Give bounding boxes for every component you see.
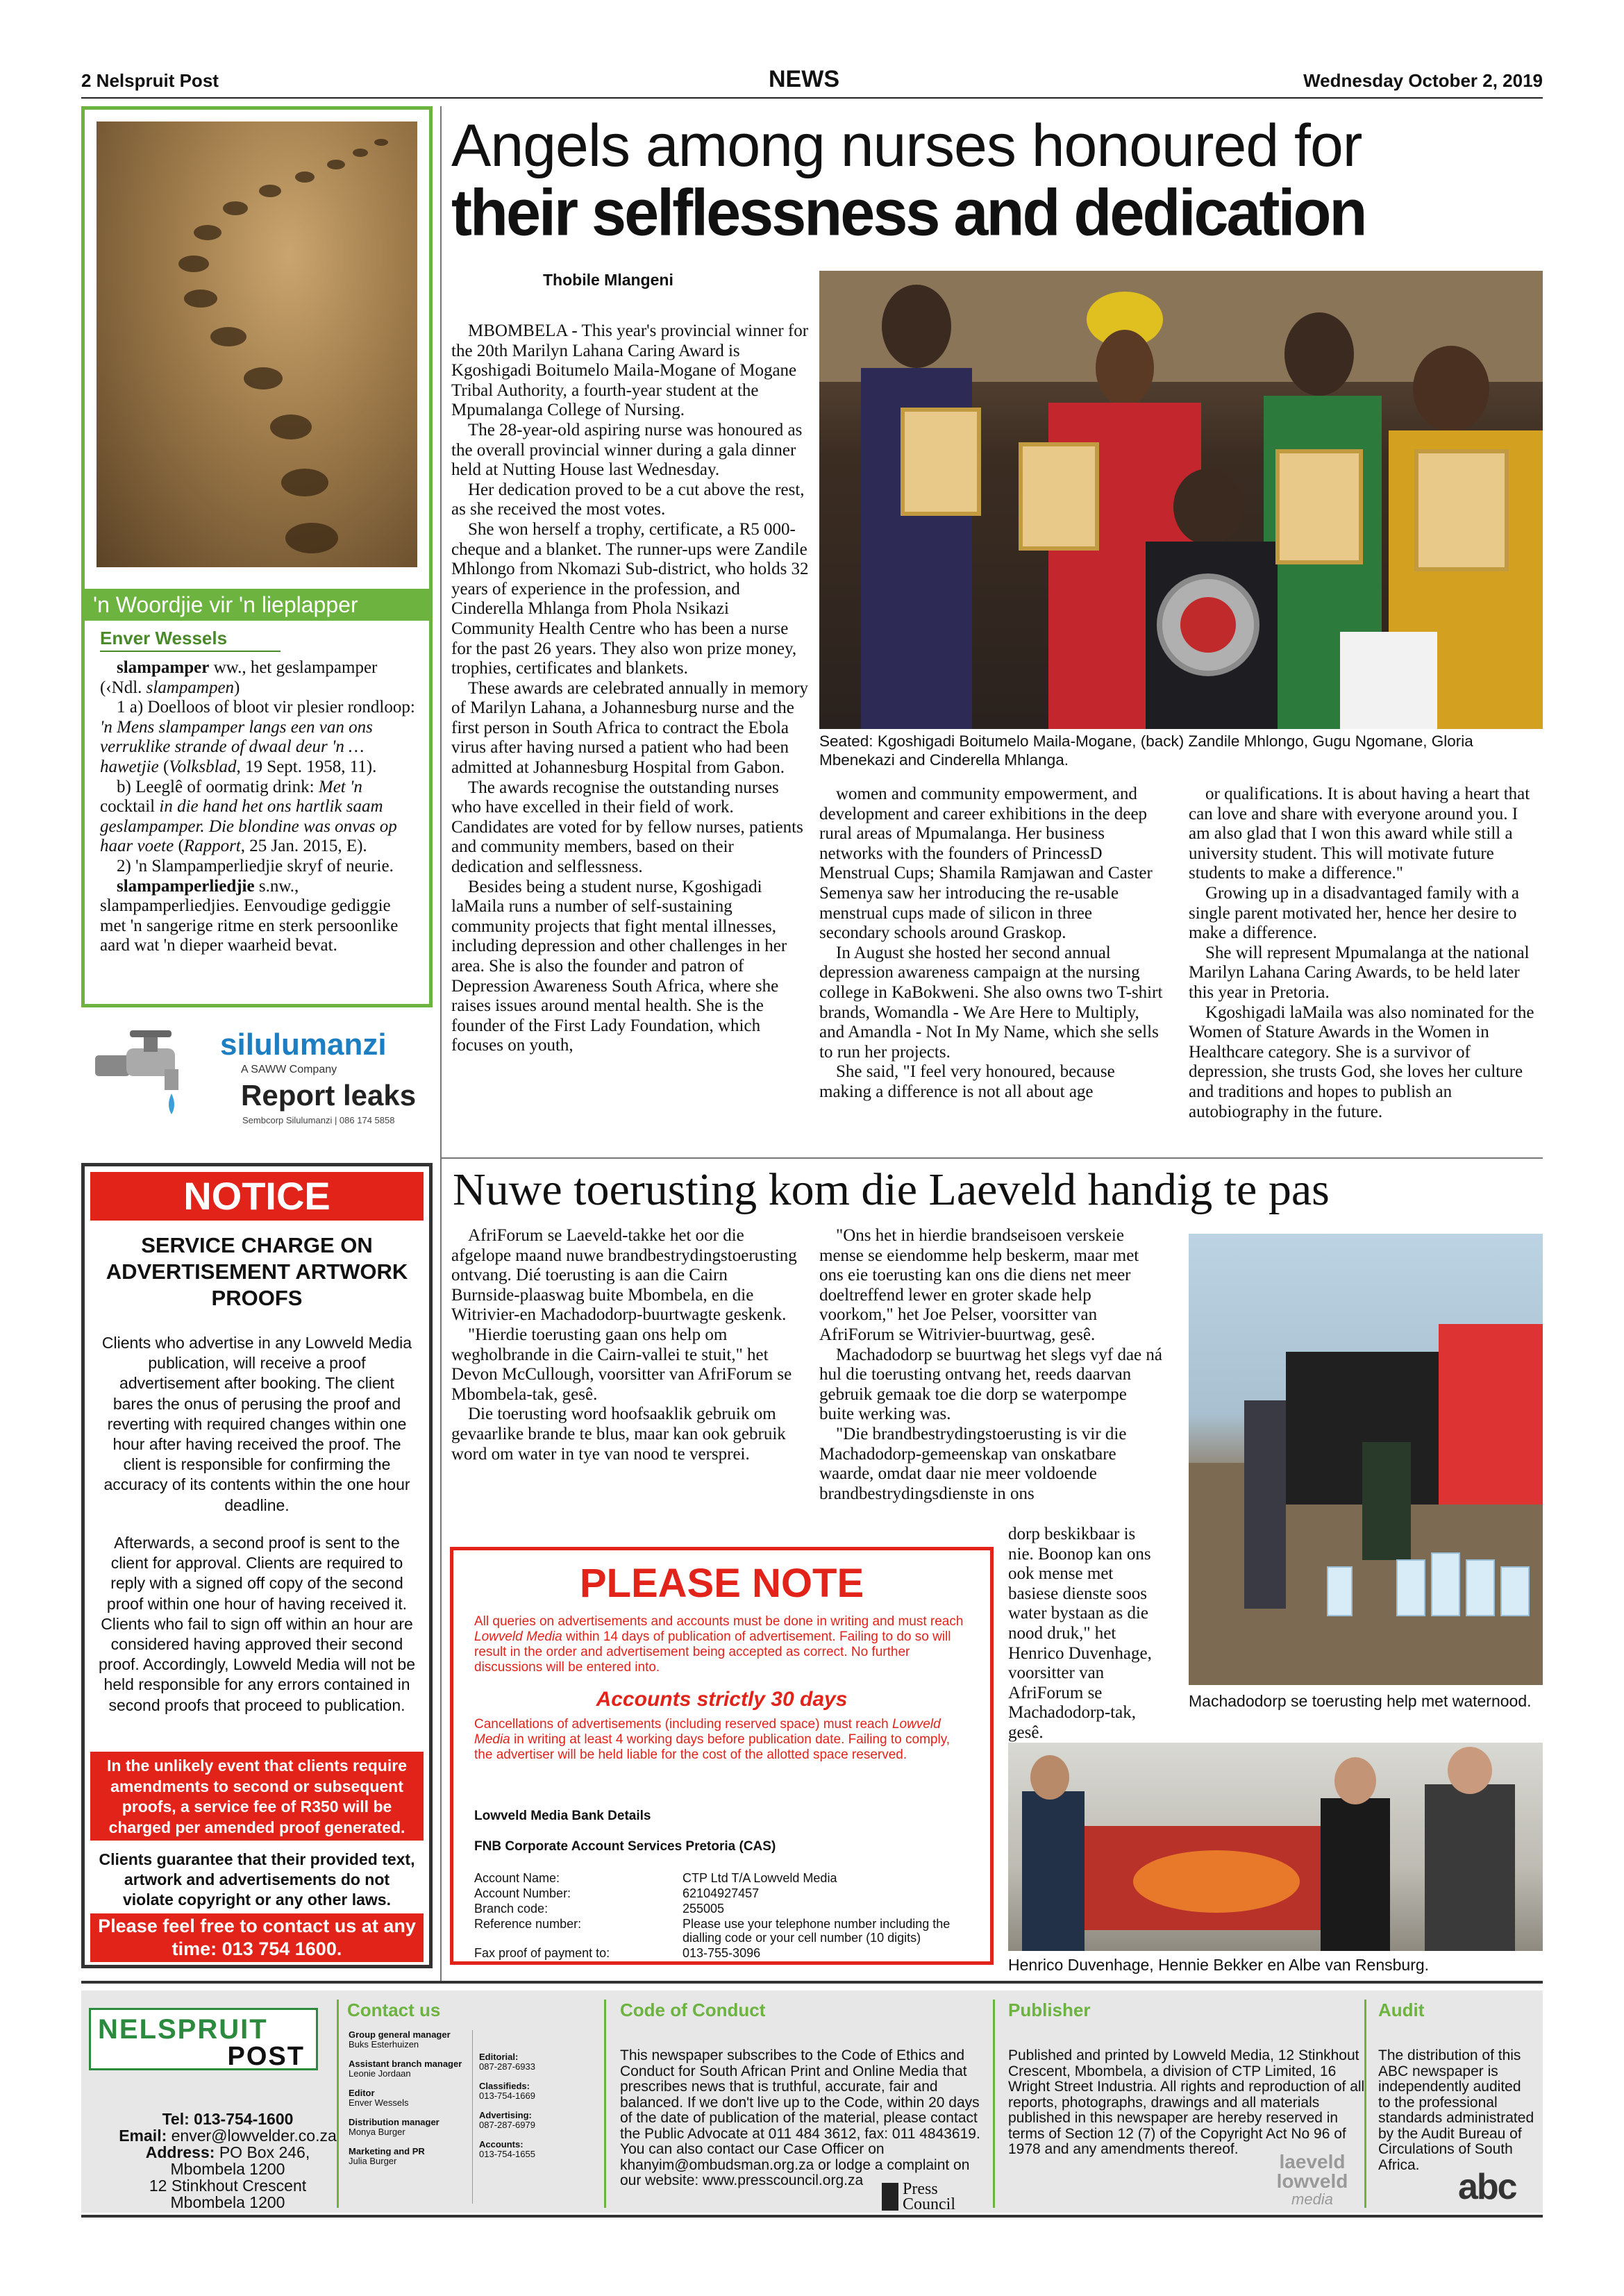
contacts-right-list <box>479 2052 590 2169</box>
silulumanzi-contact: Sembcorp Silulumanzi | 086 174 5858 <box>242 1115 395 1125</box>
footer-logo-line-1: NELSPRUIT <box>98 2014 268 2045</box>
contact-role: Distribution manager <box>349 2117 440 2127</box>
please-note-p2-a: Cancellations of advertisements (including reserved space) must reach <box>474 1717 892 1732</box>
section-title: NEWS <box>769 66 839 92</box>
contact-role: Editor <box>349 2088 375 2098</box>
article1-headline-2: their selflessness and dedication <box>451 176 1366 250</box>
article-separator-rule <box>440 1157 1543 1159</box>
paragraph: She won herself a trophy, certificate, a R5 000-cheque and a blanket. The runner-ups were Zandile Mhlongo from Nkomazi Sub-district, who holds 32 years of experience in the profession, and Cinderella Mhlanga from Phola Nsikazi Community Health Centre who has been a nurse for the past 26 years. They also won prize money, trophies, certificates and blankets. <box>451 519 809 678</box>
footer-address-1: PO Box 246, <box>219 2143 310 2161</box>
notice-paragraph-1: Clients who advertise in any Lowveld Media publication, will receive a proof advertisement after booking. The client bares the onus of perusing the proof and reverting with required changes within one hour after having received the proof. The client is responsible for confirming the accuracy of its contents within the one hour deadline. <box>101 1334 412 1514</box>
contact-entry <box>479 2081 590 2101</box>
lowveld-logo-line-1: laeveld <box>1279 2151 1346 2172</box>
contact-name: Enver Wessels <box>349 2097 409 2108</box>
machadodorp-photo <box>1189 1234 1543 1685</box>
paragraph: Machadodorp se buurtwag het slegs vyf dae ná hul die toerusting ontvang het, reeds daarvan gebruik gemaak toe die dorp se waterpompe buite werking was. <box>819 1345 1162 1424</box>
notice-box <box>81 1163 433 1968</box>
contact-entry <box>349 2088 467 2108</box>
paragraph: MBOMBELA - This year's provincial winner for the 20th Marilyn Lahana Caring Award is Kgoshigadi Boitumelo Maila-Mogane of Mogane Tribal Authority, a fourth-year student at the Mpumalanga College of Nursing. <box>451 321 809 420</box>
contact-name: 013-754-1655 <box>479 2149 535 2159</box>
contact-role: Group general manager <box>349 2029 451 2040</box>
footprints-graphic <box>97 121 417 567</box>
contact-entry <box>479 2111 590 2130</box>
contact-role: Classifieds: <box>479 2081 530 2091</box>
contact-name: Julia Burger <box>349 2156 397 2166</box>
bank-row-label: Reference number: <box>474 1917 582 1931</box>
paragraph: Growing up in a disadvantaged family with a single parent motivated her, hence her desire to make a difference. <box>1189 883 1519 943</box>
paragraph: AfriForum se Laeveld-takke het oor die afgelope maand nuwe brandbestrydingstoerusting ontvang. Dié toerusting is aan die Cairn Burnside-plaaswag buite Mbombela, en die Witrivier-en Machadodorp-buurtwagte geskenk. <box>451 1226 797 1325</box>
header-rule <box>81 97 1543 99</box>
woordjie-entry: 2) 'n Slampamperliedjie skryf of neurie. <box>117 856 394 875</box>
footer-address-3: 12 Stinkhout Crescent <box>149 2177 307 2195</box>
footer-email-line <box>89 2127 367 2144</box>
bank-row-value: CTP Ltd T/A Lowveld Media <box>683 1871 837 1885</box>
paragraph: These awards are celebrated annually in memory of Marilyn Lahana, a Johannesburg nurse and the first person in South Africa to contract the Ebola virus after having nursed a patient who had been admitted at Johannesburg Hospital from Gabon. <box>451 678 809 778</box>
silulumanzi-brand: silulumanzi <box>220 1028 387 1062</box>
paragraph: "Ons het in hierdie brandseisoen verskeie mense se eiendomme help beskerm, maar met ons eie toerusting kan ons die diens net meer doeltreffend lewer en groter skade help voorkom," het Joe Pelser, voorsitter van AfriForum se Witrivier-buurtwag, gesê. <box>819 1226 1139 1344</box>
notice-title: NOTICE <box>183 1174 330 1218</box>
silulumanzi-sub: A SAWW Company <box>241 1064 337 1075</box>
bank-details-table <box>474 1871 969 1961</box>
paragraph: women and community empowerment, and development and career exhibitions in the deep rural areas of Mpumalanga. Her business networks with the founders of PrincessD Menstrual Cups; Shamila Ramjawan and Caster Semenya saw her introducing the re-usable menstrual cups made of silicon in three secondary schools around Graskop. <box>819 785 1153 943</box>
please-note-paragraph-2 <box>474 1717 969 1763</box>
footer-address-2: Mbombela 1200 <box>170 2160 285 2178</box>
contact-role: Marketing and PR <box>349 2146 425 2156</box>
bank-row-label: Branch code: <box>474 1902 549 1916</box>
bank-row-value: Please use your telephone number including the dialling code or your cell number (10 digits) <box>683 1917 951 1945</box>
contact-entry <box>349 2147 467 2166</box>
press-council-line-1: Press <box>903 2180 938 2198</box>
silulumanzi-ad <box>81 1021 433 1139</box>
contact-role: Accounts: <box>479 2139 524 2150</box>
water-photo-graphic <box>1189 1234 1543 1685</box>
footer-address-4: Mbombela 1200 <box>170 2193 285 2211</box>
woordjie-entry: slampamper ww., het geslampamper (‹Ndl. slampampen) <box>100 658 378 697</box>
bank-row <box>474 1946 969 1960</box>
notice-subtitle: SERVICE CHARGE ON ADVERTISEMENT ARTWORK PROOFS <box>106 1233 408 1310</box>
contact-entry <box>349 2059 467 2079</box>
contacts-left-list <box>349 2030 467 2176</box>
article1-caption: Seated: Kgoshigadi Boitumelo Maila-Mogane, (back) Zandile Mhlongo, Gugu Ngomane, Gloria Mbenekazi and Cinderella Mhlanga. <box>819 732 1473 769</box>
bank-row <box>474 1902 969 1916</box>
bank-row-value: 255005 <box>683 1902 725 1916</box>
nurses-award-photo <box>819 271 1543 729</box>
please-note-subtitle: Accounts strictly 30 days <box>596 1688 848 1711</box>
contact-role: Assistant branch manager <box>349 2059 462 2069</box>
bank-details-subtitle: FNB Corporate Account Services Pretoria (CAS) <box>474 1839 776 1854</box>
article2-caption-1: Machadodorp se toerusting help met waternood. <box>1189 1692 1532 1710</box>
article2-column-2-end: dorp beskikbaar is nie. Boonop kan ons ook mense met basiese dienste soos water bystaan as die nood druk," het Henrico Duvenhage, voorsitter van AfriForum se Machadodorp-tak, gesê. <box>1008 1525 1152 1742</box>
woordjie-title: 'n Woordjie vir 'n lieplapper <box>93 592 358 617</box>
paragraph: Her dedication proved to be a cut above the rest, as she received the most votes. <box>451 480 805 519</box>
notice-red-band-2 <box>90 1913 424 1962</box>
page-number-title: 2 Nelspruit Post <box>81 70 219 91</box>
bank-details-title: Lowveld Media Bank Details <box>474 1809 651 1823</box>
paragraph: Die toerusting word hoofsaaklik gebruik om gevaarlike brande te blus, maar kan ook gebruik word om water in tye van nood te versprei. <box>451 1405 786 1464</box>
please-note-title: PLEASE NOTE <box>579 1561 864 1606</box>
notice-paragraph-3: Clients guarantee that their provided text, artwork and advertisements do not violate copyright or any other laws. <box>99 1850 415 1909</box>
code-of-conduct-text: This newspaper subscribes to the Code of Ethics and Conduct for South African Print and Online Media that prescribes news that is truthful, accurate, fair and balanced. If we don't live up to the Code, within 20 days of the date of publication of the material, please contact the Public Advocate at 011 484 3612, fax: 011 4843619. You can also contact our Case Officer on khanyim@ombudsman.org.za or lodge a complaint on our website: www.presscouncil.org.za <box>620 2047 980 2188</box>
paragraph: The awards recognise the outstanding nurses who have excelled in their field of work. Candidates are voted for by fellow nurses, patients and community members, based on their dedication and selflessness. <box>451 778 803 877</box>
article1-column-1 <box>451 321 810 1056</box>
article2-column-2 <box>819 1226 1165 1504</box>
contact-us-title: Contact us <box>347 2000 441 2020</box>
page-header <box>81 66 1543 97</box>
footer-email-label: Email: <box>119 2127 167 2145</box>
lowveld-media-logo <box>1264 2152 1361 2208</box>
report-leaks-headline: Report leaks <box>241 1079 417 1112</box>
contact-entry <box>479 2140 590 2159</box>
please-note-box <box>450 1547 994 1965</box>
notice-contact-text: Please feel free to contact us at any time: 013 754 1600. <box>98 1916 416 1959</box>
contact-entry <box>479 2052 590 2072</box>
contact-name: Leonie Jordaan <box>349 2068 411 2079</box>
bank-row-label: Account Number: <box>474 1886 571 1900</box>
footer-email[interactable]: enver@lowvelder.co.za <box>171 2127 337 2145</box>
left-column-rule <box>440 106 442 1981</box>
article1-column-3 <box>1189 785 1543 1122</box>
woordjie-author-rule <box>100 651 281 652</box>
paragraph: The 28-year-old aspiring nurse was honoured as the overall provincial winner during a gala dinner held at Nutting House last Wednesday. <box>451 420 803 480</box>
woordjie-body <box>100 658 417 956</box>
paragraph: or qualifications. It is about having a heart that can love and share with everyone around you. I am also glad that I won this award while still a university student. This will motivate future students to make a difference." <box>1189 785 1530 883</box>
bank-row-label: Fax proof of payment to: <box>474 1946 610 1960</box>
please-note-p1-b: within 14 days of publication of advertisement. Failing to do so will result in the order and advertisement being accepted as correct. No further discussions will be entered into. <box>474 1629 951 1675</box>
bank-row-label: Account Name: <box>474 1871 560 1885</box>
article1-byline: Thobile Mlangeni <box>543 271 673 289</box>
lowveld-logo-line-3: media <box>1291 2190 1333 2208</box>
contact-name: 013-754-1669 <box>479 2090 535 2101</box>
bank-row <box>474 1917 969 1945</box>
article2-column-1 <box>451 1226 797 1464</box>
tap-icon <box>88 1028 199 1132</box>
footer-tel: Tel: 013-754-1600 <box>162 2110 294 2128</box>
footer-divider-4 <box>1364 2000 1366 2208</box>
paragraph: Kgoshigadi laMaila was also nominated for the Women of Stature Awards in the Women in Healthcare category. She is a survivor of depression, she trusts God, she loves her culture and traditions and hopes to publish an autobiography in the future. <box>1189 1003 1534 1121</box>
woordjie-entry: b) Leeglê of oormatig drink: Met 'n cocktail in die hand het ons hartlik saam geslampamper. Die blondine was onvas op haar voete (Rapport, 25 Jan. 2015, E). <box>100 777 397 856</box>
contact-entry <box>349 2030 467 2050</box>
press-council-logo <box>882 2180 993 2215</box>
bank-row-value: 013-755-3096 <box>683 1946 761 1960</box>
footer-contact-details <box>89 2111 367 2211</box>
footer-divider-contacts <box>472 2030 473 2204</box>
footprints-photo <box>97 121 417 567</box>
footer-logo <box>89 2008 318 2070</box>
woordjie-entry: slampamperliedjie s.nw., slampamperliedjies. Eenvoudige gediggie met 'n sangerige ritme en sterk persoonlike aard wat 'n dieper waarheid bevat. <box>100 876 399 955</box>
bank-row <box>474 1871 969 1885</box>
equipment-photo <box>1008 1743 1543 1951</box>
paragraph: "Die brandbestrydingstoerusting is vir die Machadodorp-gemeenskap van onskatbare waarde, omdat daar nie meer voldoende brandbestrydingsdienste in ons <box>819 1424 1127 1503</box>
woordjie-title-bar <box>85 589 429 621</box>
code-of-conduct-title: Code of Conduct <box>620 2000 766 2020</box>
paragraph: She will represent Mpumalanga at the national Marilyn Lahana Caring Awards, to be held later this year in Pretoria. <box>1189 943 1530 1002</box>
equipment-graphic <box>1008 1743 1543 1951</box>
lowveld-logo-line-2: lowveld <box>1276 2170 1348 2192</box>
article1-column-2 <box>819 785 1165 1103</box>
contact-name: 087-287-6933 <box>479 2061 535 2072</box>
bank-row-value: 62104927457 <box>683 1886 760 1900</box>
footer-address-label: Address: <box>145 2143 215 2161</box>
please-note-p2-em: Lowveld Media <box>474 1717 941 1747</box>
woordjie-box <box>81 106 433 1007</box>
press-council-line-2: Council <box>903 2195 955 2213</box>
paragraph: "Hierdie toerusting gaan ons help om wegholbrande in die Cairn-vallei te stuit," het Devon McCullough, voorsitter van AfriForum se Mbombela-tak, gesê. <box>451 1325 792 1404</box>
abc-logo: abc <box>1458 2167 1516 2207</box>
footer-logo-line-2: POST <box>227 2042 305 2071</box>
contact-name: Monya Burger <box>349 2127 405 2137</box>
article1-headline-1: Angels among nurses honoured for <box>451 112 1362 179</box>
please-note-paragraph-1 <box>474 1614 969 1675</box>
footer-address-line <box>89 2144 367 2161</box>
please-note-p2-b: in writing at least 4 working days before publication date. Failing to comply, the advertiser will be held liable for the cost of the allotted space reserved. <box>474 1732 951 1762</box>
article2-caption-2: Henrico Duvenhage, Hennie Bekker en Albe van Rensburg. <box>1008 1956 1430 1974</box>
notice-paragraph-2: Afterwards, a second proof is sent to the client for approval. Clients are required to reply with a signed off copy of the second proof within one hour of having received it. Clients who fail to sign off within an hour are considered having approved their second proof. Accordingly, Lowveld Media will not be held responsible for any errors contained in second proofs that proceed to publication. <box>99 1534 415 1714</box>
page-date: Wednesday October 2, 2019 <box>1303 70 1543 91</box>
publisher-title: Publisher <box>1008 2000 1091 2020</box>
paragraph: She said, "I feel very honoured, because making a difference is not all about age <box>819 1062 1115 1101</box>
woordjie-entry: 1 a) Doelloos of bloot vir plesier rondloop: 'n Mens slampamper langs een van ons verruklike strande of dwaal deur 'n … hawetjie (Volksblad, 19 Sept. 1958, 11). <box>100 698 415 776</box>
bank-row <box>474 1886 969 1900</box>
please-note-p1-a: All queries on advertisements and accounts must be done in writing and must reach <box>474 1614 964 1629</box>
contact-name: 087-287-6979 <box>479 2120 535 2130</box>
footer-bottom-rule <box>81 2215 1543 2218</box>
contact-entry <box>349 2118 467 2137</box>
notice-title-bar <box>90 1172 424 1221</box>
footer-divider-2 <box>604 2000 606 2208</box>
footer-divider-1 <box>337 2000 339 2208</box>
paragraph: In August she hosted her second annual depression awareness campaign at the nursing college in KaBokweni. She also owns two T-shirt brands, Womandla - We Are Here to Multiply, and Amandla - Not In My Name, which she sells to run her projects. <box>819 943 1163 1062</box>
contact-role: Advertising: <box>479 2110 532 2120</box>
please-note-p1-em: Lowveld Media <box>474 1629 562 1644</box>
article2-headline: Nuwe toerusting kom die Laeveld handig te pas <box>453 1164 1330 1215</box>
contact-name: Buks Esterhuizen <box>349 2039 419 2050</box>
contact-role: Editorial: <box>479 2052 519 2062</box>
notice-fee-text: In the unlikely event that clients require amendments to second or subsequent proofs, a service fee of R350 will be charged per amended proof generated. <box>106 1757 407 1836</box>
audit-text: The distribution of this ABC newspaper is independently audited to the professional standards administrated by the Audit Bureau of Circulations of South Africa. <box>1378 2047 1534 2173</box>
notice-red-band-1 <box>90 1752 424 1841</box>
nurses-graphic <box>819 271 1543 729</box>
woordjie-author: Enver Wessels <box>100 628 228 648</box>
footer-divider-3 <box>993 2000 995 2208</box>
paragraph: Besides being a student nurse, Kgoshigadi laMaila runs a number of self-sustaining community projects that fight mental illnesses, including depression and other challenges in her area. She is also the founder and patron of Depression Awareness South Africa, where she raises issues around mental health. She is the founder of the First Lady Foundation, which focuses on youth, <box>451 877 787 1055</box>
audit-title: Audit <box>1378 2000 1425 2020</box>
press-council-mark <box>882 2183 898 2211</box>
publisher-text: Published and printed by Lowveld Media, 12 Stinkhout Crescent, Mbombela, a division of CTP Limited, 16 Wright Street Industria. All rights and reproduction of all reports, photographs, drawings and all materials published in this newspaper are hereby reserved in terms of Section 12 (7) of the Copyright Act No 96 of 1978 and any amendments thereof. <box>1008 2047 1365 2157</box>
footer-top-rule <box>81 1981 1543 1984</box>
